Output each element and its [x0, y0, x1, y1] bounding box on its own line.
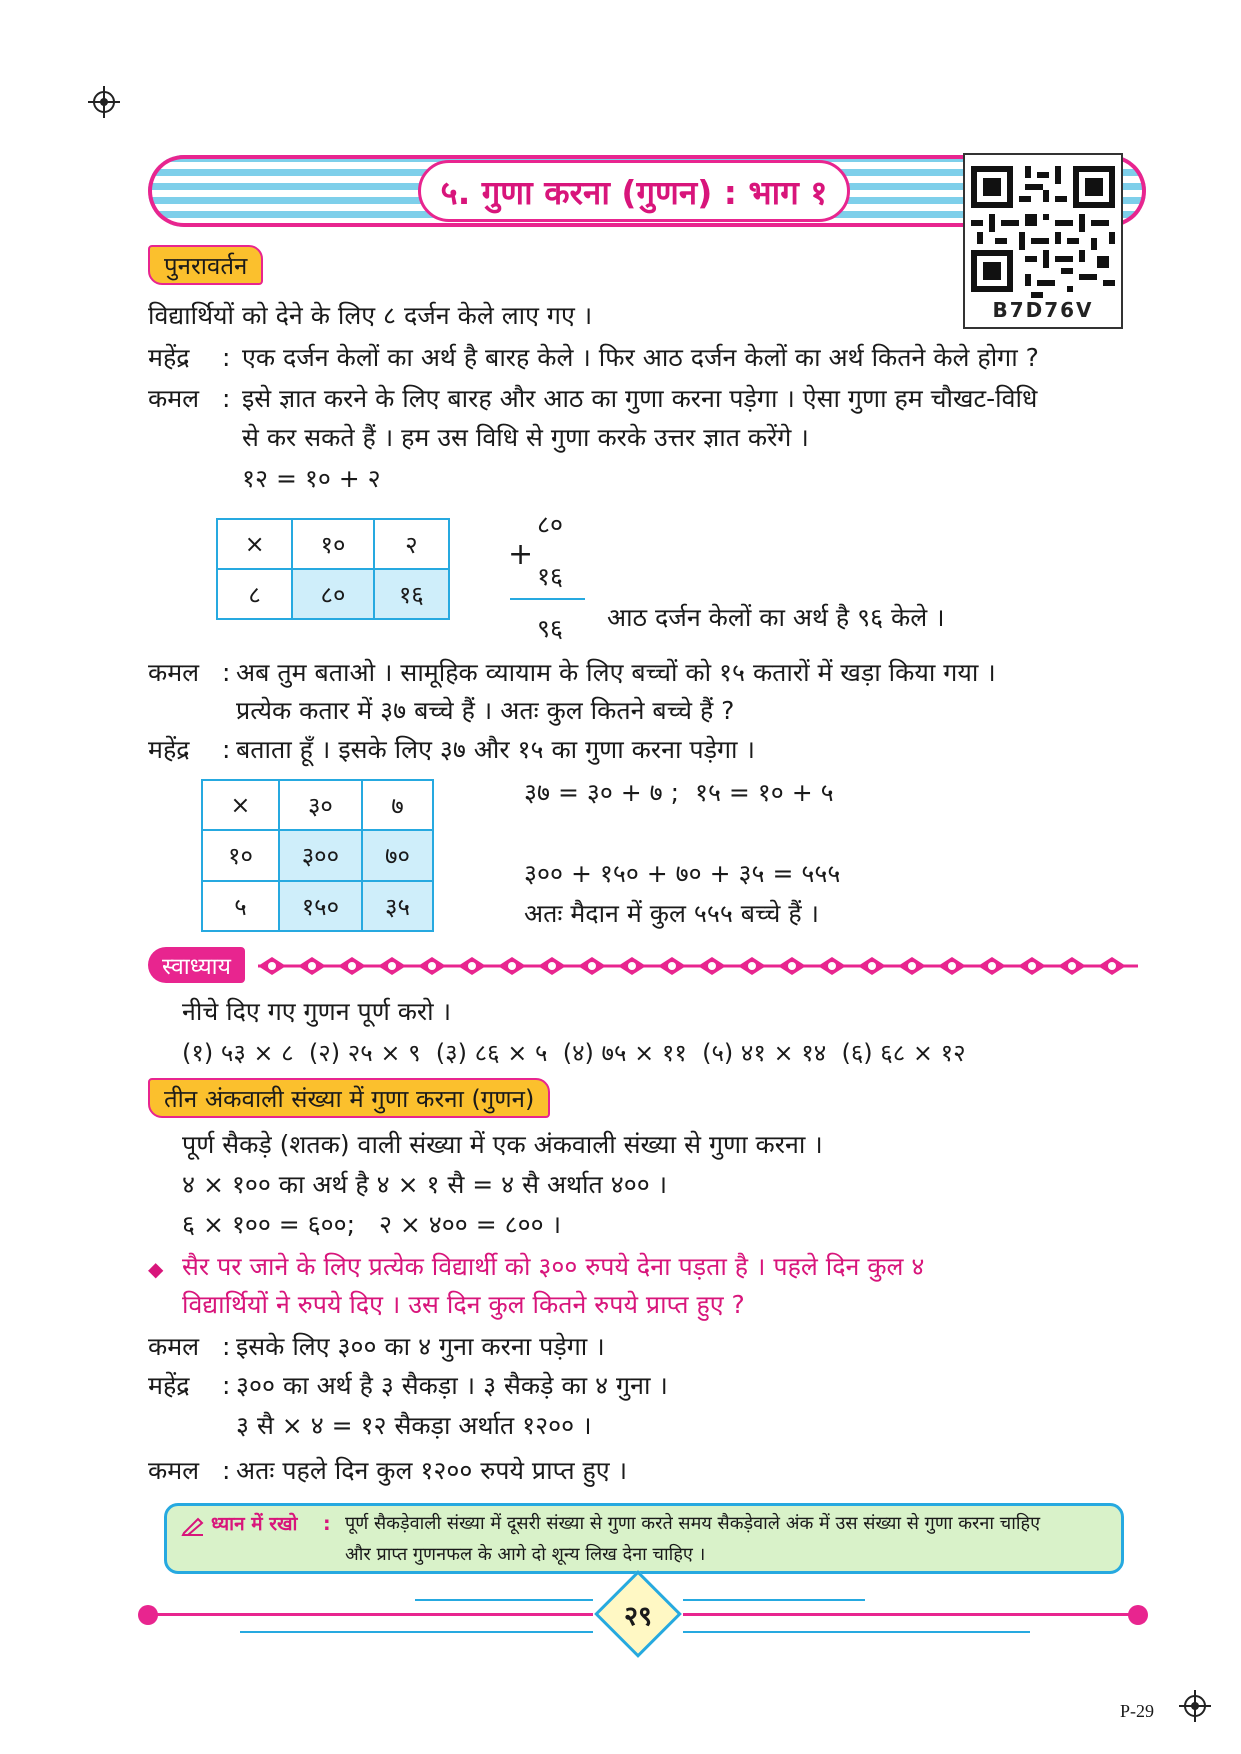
colon: :: [222, 384, 231, 413]
exercise-problems: (१) ५३ × ८ (२) २५ × ९ (३) ८६ × ५ (४) ७५ × ११ (५) ४१ × १४ (६) ६८ × १२: [182, 1039, 966, 1067]
revision-tag: पुनरावर्तन: [148, 245, 263, 285]
grid-cell: ७: [362, 780, 433, 830]
print-page-label: P-29: [1120, 1701, 1155, 1721]
pencil-icon: [181, 1516, 205, 1536]
exercise-instruction: नीचे दिए गए गुणन पूर्ण करो ।: [182, 997, 452, 1026]
speaker-kamal: कमल: [148, 384, 200, 413]
note-text: और प्राप्त गुणनफल के आगे दो शून्य लिख देना चाहिए ।: [345, 1544, 706, 1565]
plus-sign: +: [508, 537, 534, 572]
dialogue-line: इसे ज्ञात करने के लिए बारह और आठ का गुणा करना पड़ेगा । ऐसा गुणा हम चौखट-विधि: [242, 384, 1038, 413]
section-text: ६ × १०० = ६००; २ × ४०० = ८०० ।: [182, 1210, 562, 1239]
colon: :: [222, 735, 231, 764]
dialogue-line: एक दर्जन केलों का अर्थ है बारह केले । फिर आठ दर्जन केलों का अर्थ कितने केले होगा ?: [242, 343, 1039, 372]
speaker-kamal: कमल: [148, 1456, 200, 1485]
grid-cell: ३००: [279, 830, 362, 881]
problem-text: सैर पर जाने के लिए प्रत्येक विद्यार्थी को ३०० रुपये देना पड़ता है । पहले दिन कुल ४: [182, 1252, 925, 1281]
dialogue-line: अब तुम बताओ । सामूहिक व्यायाम के लिए बच्चों को १५ कतारों में खड़ा किया गया ।: [236, 658, 996, 687]
dialogue-line: ३०० का अर्थ है ३ सैकड़ा । ३ सैकड़े का ४ गुना ।: [236, 1371, 668, 1400]
sum-total: ९६: [537, 614, 564, 643]
section-text: पूर्ण सैकड़े (शतक) वाली संख्या में एक अंकवाली संख्या से गुणा करना ।: [182, 1130, 823, 1159]
speaker-kamal: कमल: [148, 658, 200, 687]
sum-rule: [510, 598, 585, 600]
colon: :: [323, 1513, 331, 1535]
section-text: ४ × १०० का अर्थ है ४ × १ सै = ४ सै अर्थात ४०० ।: [182, 1170, 668, 1199]
speaker-mahendra: महेंद्र: [148, 343, 190, 372]
grid-cell: ३०: [279, 780, 362, 830]
sum-addend: ८०: [537, 510, 564, 539]
multiplication-grid-2: [201, 779, 434, 932]
grid-cell: ३५: [362, 881, 433, 931]
grid-cell: ५: [202, 881, 279, 931]
note-text: पूर्ण सैकड़ेवाली संख्या में दूसरी संख्या से गुणा करते समय सैकड़ेवाले अंक में उस संख्या से गुणा करना चाहिए: [345, 1513, 1041, 1534]
chapter-title: ५. गुणा करना (गुणन) : भाग १: [418, 160, 850, 222]
exercise-tag: स्वाध्याय: [148, 947, 245, 983]
page-number: २९: [623, 1601, 653, 1632]
bullet-icon: ◆: [148, 1257, 164, 1281]
grid-cell: १०: [292, 519, 373, 569]
speaker-mahendra: महेंद्र: [148, 735, 190, 764]
grid-cell: २: [374, 519, 449, 569]
note-box: [164, 1503, 1124, 1574]
dialogue-line: इसके लिए ३०० का ४ गुना करना पड़ेगा ।: [236, 1332, 605, 1361]
dialogue-line: से कर सकते हैं । हम उस विधि से गुणा करके उत्तर ज्ञात करेंगे ।: [242, 423, 809, 452]
intro-text: विद्यार्थियों को देने के लिए ८ दर्जन केले लाए गए ।: [148, 301, 593, 330]
dialogue-line: अतः पहले दिन कुल १२०० रुपये प्राप्त हुए ।: [236, 1456, 628, 1485]
result-text: अतः मैदान में कुल ५५५ बच्चे हैं ।: [524, 899, 820, 928]
decorative-chain: [258, 955, 1138, 977]
speaker-kamal: कमल: [148, 1332, 200, 1361]
problem-text: विद्यार्थियों ने रुपये दिए । उस दिन कुल कितने रुपये प्राप्त हुए ?: [182, 1290, 745, 1319]
note-label: ध्यान में रखो: [211, 1513, 298, 1535]
grid-cell: १०: [202, 830, 279, 881]
sum-result-text: आठ दर्जन केलों का अर्थ है ९६ केले ।: [607, 603, 945, 632]
grid-cell: १६: [374, 569, 449, 619]
dialogue-line: ३ सै × ४ = १२ सैकड़ा अर्थात १२०० ।: [236, 1411, 592, 1440]
colon: :: [222, 343, 231, 372]
footer-dot: [1128, 1605, 1148, 1625]
grid-cell: ८: [217, 569, 292, 619]
speaker-mahendra: महेंद्र: [148, 1371, 190, 1400]
footer-dot: [138, 1605, 158, 1625]
registration-mark-icon: [1177, 1688, 1215, 1726]
grid-cell: १५०: [279, 881, 362, 931]
qr-pattern-icon: [965, 159, 1121, 299]
grid-cell: ×: [202, 780, 279, 830]
grid-cell: ७०: [362, 830, 433, 881]
colon: :: [222, 1332, 231, 1361]
grid-cell: ×: [217, 519, 292, 569]
dialogue-line: बताता हूँ । इसके लिए ३७ और १५ का गुणा करना पड़ेगा ।: [236, 735, 755, 764]
sum-addend: १६: [537, 562, 564, 591]
sum-equation: ३०० + १५० + ७० + ३५ = ५५५: [524, 859, 841, 888]
dialogue-line: प्रत्येक कतार में ३७ बच्चे हैं । अतः कुल कितने बच्चे हैं ?: [236, 696, 735, 725]
multiplication-grid-1: [216, 518, 450, 620]
section-tag: तीन अंकवाली संख्या में गुणा करना (गुणन): [148, 1078, 550, 1118]
split-equation: १२ = १० + २: [242, 464, 381, 493]
registration-mark-icon: [86, 84, 124, 122]
colon: :: [222, 1371, 231, 1400]
grid-cell: ८०: [292, 569, 373, 619]
split-equation: ३७ = ३० + ७ ; १५ = १० + ५: [524, 778, 834, 807]
qr-code-label: B7D76V: [992, 298, 1094, 322]
colon: :: [222, 658, 231, 687]
colon: :: [222, 1456, 231, 1485]
